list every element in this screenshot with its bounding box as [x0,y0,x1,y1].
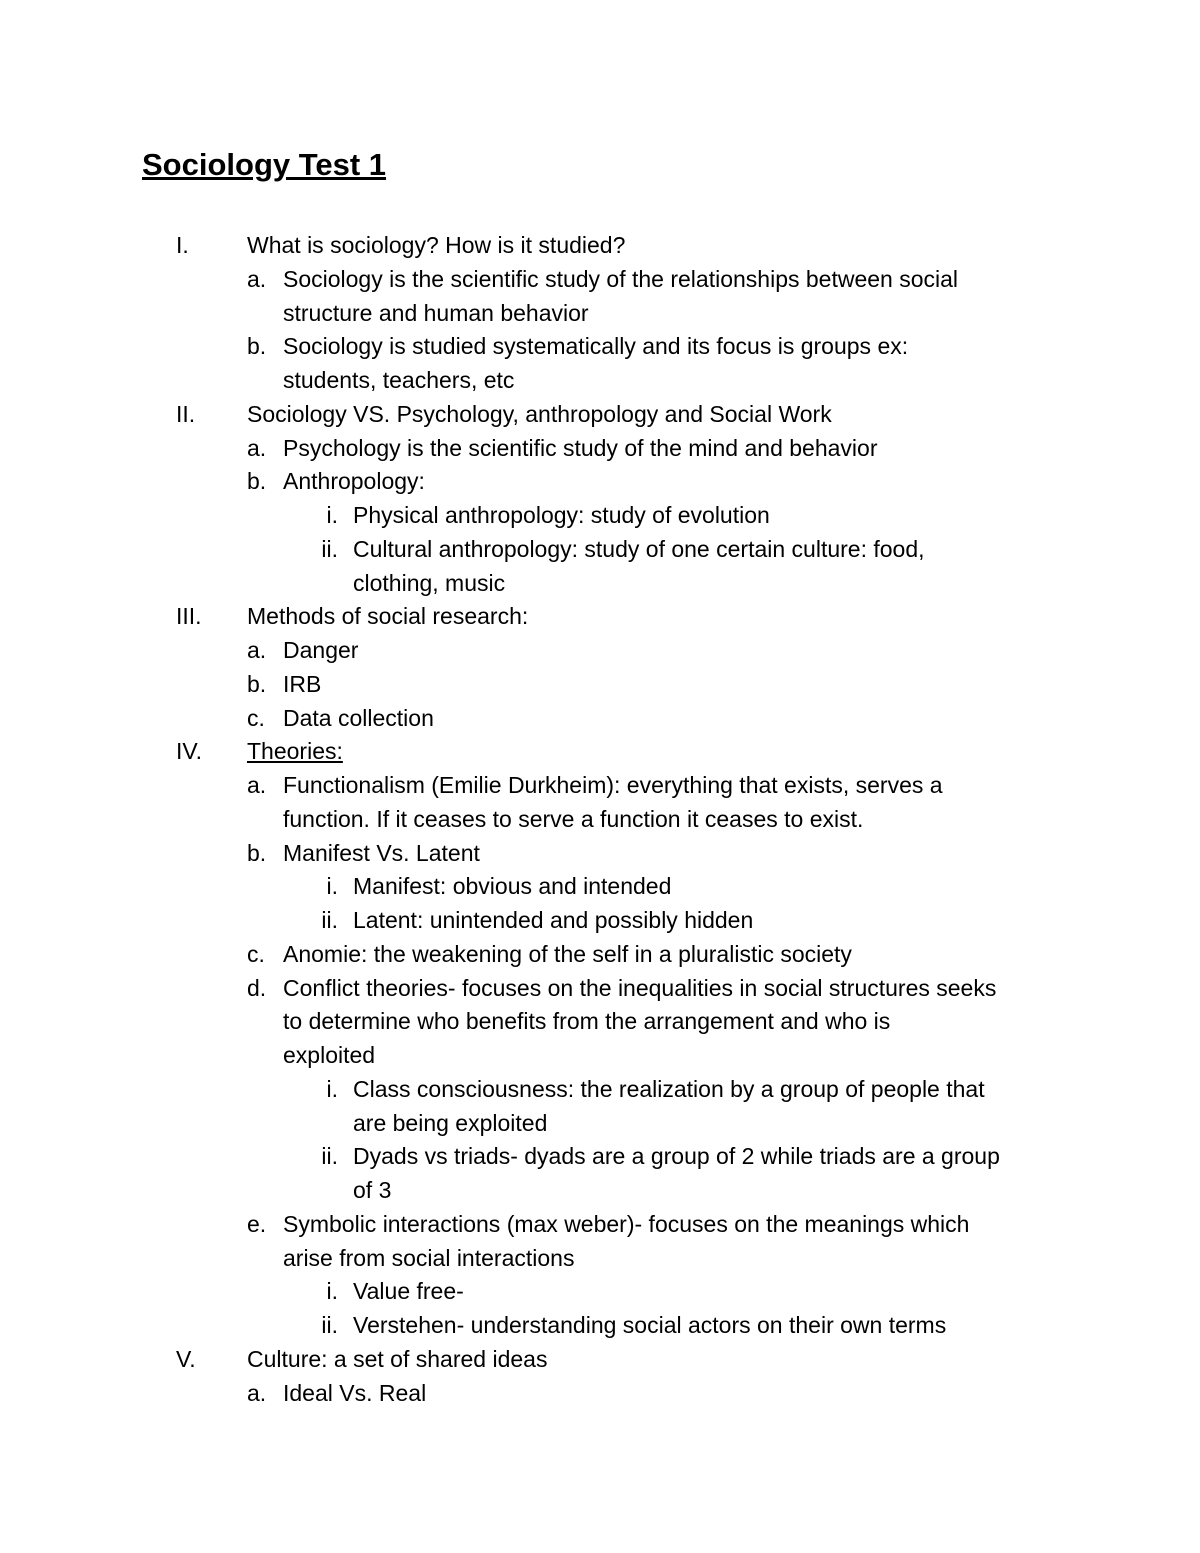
outline-text: Methods of social research: [247,603,529,630]
outline-marker: b. [247,670,267,697]
outline-continuation-line [0,567,1200,601]
outline-item-level-2 [0,837,1200,871]
outline-list [0,229,1200,1410]
outline-item-level-2 [0,330,1200,364]
outline-item-level-3 [0,533,1200,567]
outline-text: IRB [283,670,322,697]
outline-marker: d. [247,974,267,1001]
outline-continuation-line [0,297,1200,331]
outline-item-level-1 [0,398,1200,432]
outline-marker: a. [247,772,267,798]
outline-text: Psychology is the scientific study of the mind and behavior [283,434,878,461]
outline-text: arise from social interactions [283,1244,575,1271]
outline-item-level-3 [0,499,1200,533]
outline-continuation-line [0,1039,1200,1073]
outline-item-level-3 [0,1309,1200,1343]
outline-marker: i. [326,1278,338,1305]
outline-item-level-1 [0,229,1200,263]
outline-marker: a. [247,637,267,663]
outline-text: Anthropology: [283,468,425,495]
outline-item-level-2 [0,938,1200,972]
outline-continuation-line [0,364,1200,398]
outline-text: Conflict theories- focuses on the inequalities in social structures seeks [283,974,997,1001]
outline-text: Ideal Vs. Real [283,1379,427,1406]
outline-text: Culture: a set of shared ideas [247,1345,548,1372]
outline-text: Sociology is studied systematically and its focus is groups ex: [283,333,909,360]
outline-text: students, teachers, etc [283,367,515,393]
outline-text: Cultural anthropology: study of one certain culture: food, [353,535,925,562]
outline-text: Physical anthropology: study of evolution [353,502,770,528]
outline-text: Functionalism (Emilie Durkheim): everything that exists, serves a [283,772,943,798]
outline-marker: c. [247,940,265,967]
outline-continuation-line [0,1174,1200,1208]
outline-marker: ii. [321,1312,338,1338]
outline-marker: a. [247,265,267,292]
outline-item-level-3 [0,1275,1200,1309]
outline-item-level-2 [0,634,1200,668]
outline-item-level-2 [0,702,1200,736]
outline-continuation-line [0,1242,1200,1276]
outline-marker: II. [176,400,196,427]
page-title: Sociology Test 1 [142,147,387,182]
outline-item-level-2 [0,1208,1200,1242]
outline-item-level-3 [0,904,1200,938]
outline-item-level-3 [0,1073,1200,1107]
outline-item-level-2 [0,668,1200,702]
outline-text: Sociology is the scientific study of the relationships between social [283,265,959,292]
outline-text: Value free- [353,1278,464,1305]
outline-marker: a. [247,1379,267,1406]
outline-text: Anomie: the weakening of the self in a pluralistic society [283,940,852,967]
outline-marker: b. [247,468,267,495]
outline-continuation-line [0,1005,1200,1039]
outline-marker: c. [247,704,265,731]
outline-text: Data collection [283,704,434,731]
outline-text: are being exploited [353,1109,548,1136]
outline-item-level-2 [0,769,1200,803]
outline-text: function. If it ceases to serve a function it ceases to exist. [283,805,864,832]
outline-text: to determine who benefits from the arrangement and who is [283,1008,891,1035]
outline-item-level-3 [0,1140,1200,1174]
outline-marker: ii. [321,907,338,933]
outline-marker: b. [247,333,267,360]
outline-item-level-3 [0,870,1200,904]
outline-text: of 3 [353,1177,392,1203]
outline-item-level-2 [0,432,1200,466]
outline-item-level-1 [0,735,1200,769]
outline-marker: i. [326,1075,338,1102]
outline-text: Theories: [247,738,343,765]
outline-marker: e. [247,1210,267,1237]
outline-marker: ii. [321,535,338,562]
outline-continuation-line [0,803,1200,837]
outline-marker: b. [247,839,267,866]
outline-marker: V. [176,1345,196,1372]
outline-item-level-1 [0,600,1200,634]
outline-text: structure and human behavior [283,299,589,326]
outline-text: Manifest Vs. Latent [283,839,480,866]
outline-text: exploited [283,1042,376,1068]
outline-text: clothing, music [353,569,506,596]
outline-text: Danger [283,637,359,663]
outline-item-level-2 [0,1377,1200,1411]
outline-text: Sociology VS. Psychology, anthropology and Social Work [247,400,832,427]
outline-continuation-line [0,1107,1200,1141]
outline-marker: i. [326,502,338,528]
outline-text: Manifest: obvious and intended [353,873,672,900]
outline-text: Verstehen- understanding social actors on their own terms [353,1312,947,1338]
outline-marker: a. [247,434,267,461]
outline-text: Latent: unintended and possibly hidden [353,907,754,933]
outline-item-level-2 [0,972,1200,1006]
outline-text: Symbolic interactions (max weber)- focuses on the meanings which [283,1210,970,1237]
outline-item-level-2 [0,465,1200,499]
outline-marker: IV. [176,738,203,765]
outline-text: Dyads vs triads- dyads are a group of 2 while triads are a group [353,1143,1000,1170]
outline-text: What is sociology? How is it studied? [247,232,626,258]
outline-text: Class consciousness: the realization by a group of people that [353,1075,985,1102]
outline-marker: III. [176,603,202,630]
outline-item-level-1 [0,1343,1200,1377]
outline-marker: ii. [321,1143,338,1170]
outline-marker: I. [176,232,189,258]
outline-item-level-2 [0,263,1200,297]
outline-marker: i. [326,873,338,900]
